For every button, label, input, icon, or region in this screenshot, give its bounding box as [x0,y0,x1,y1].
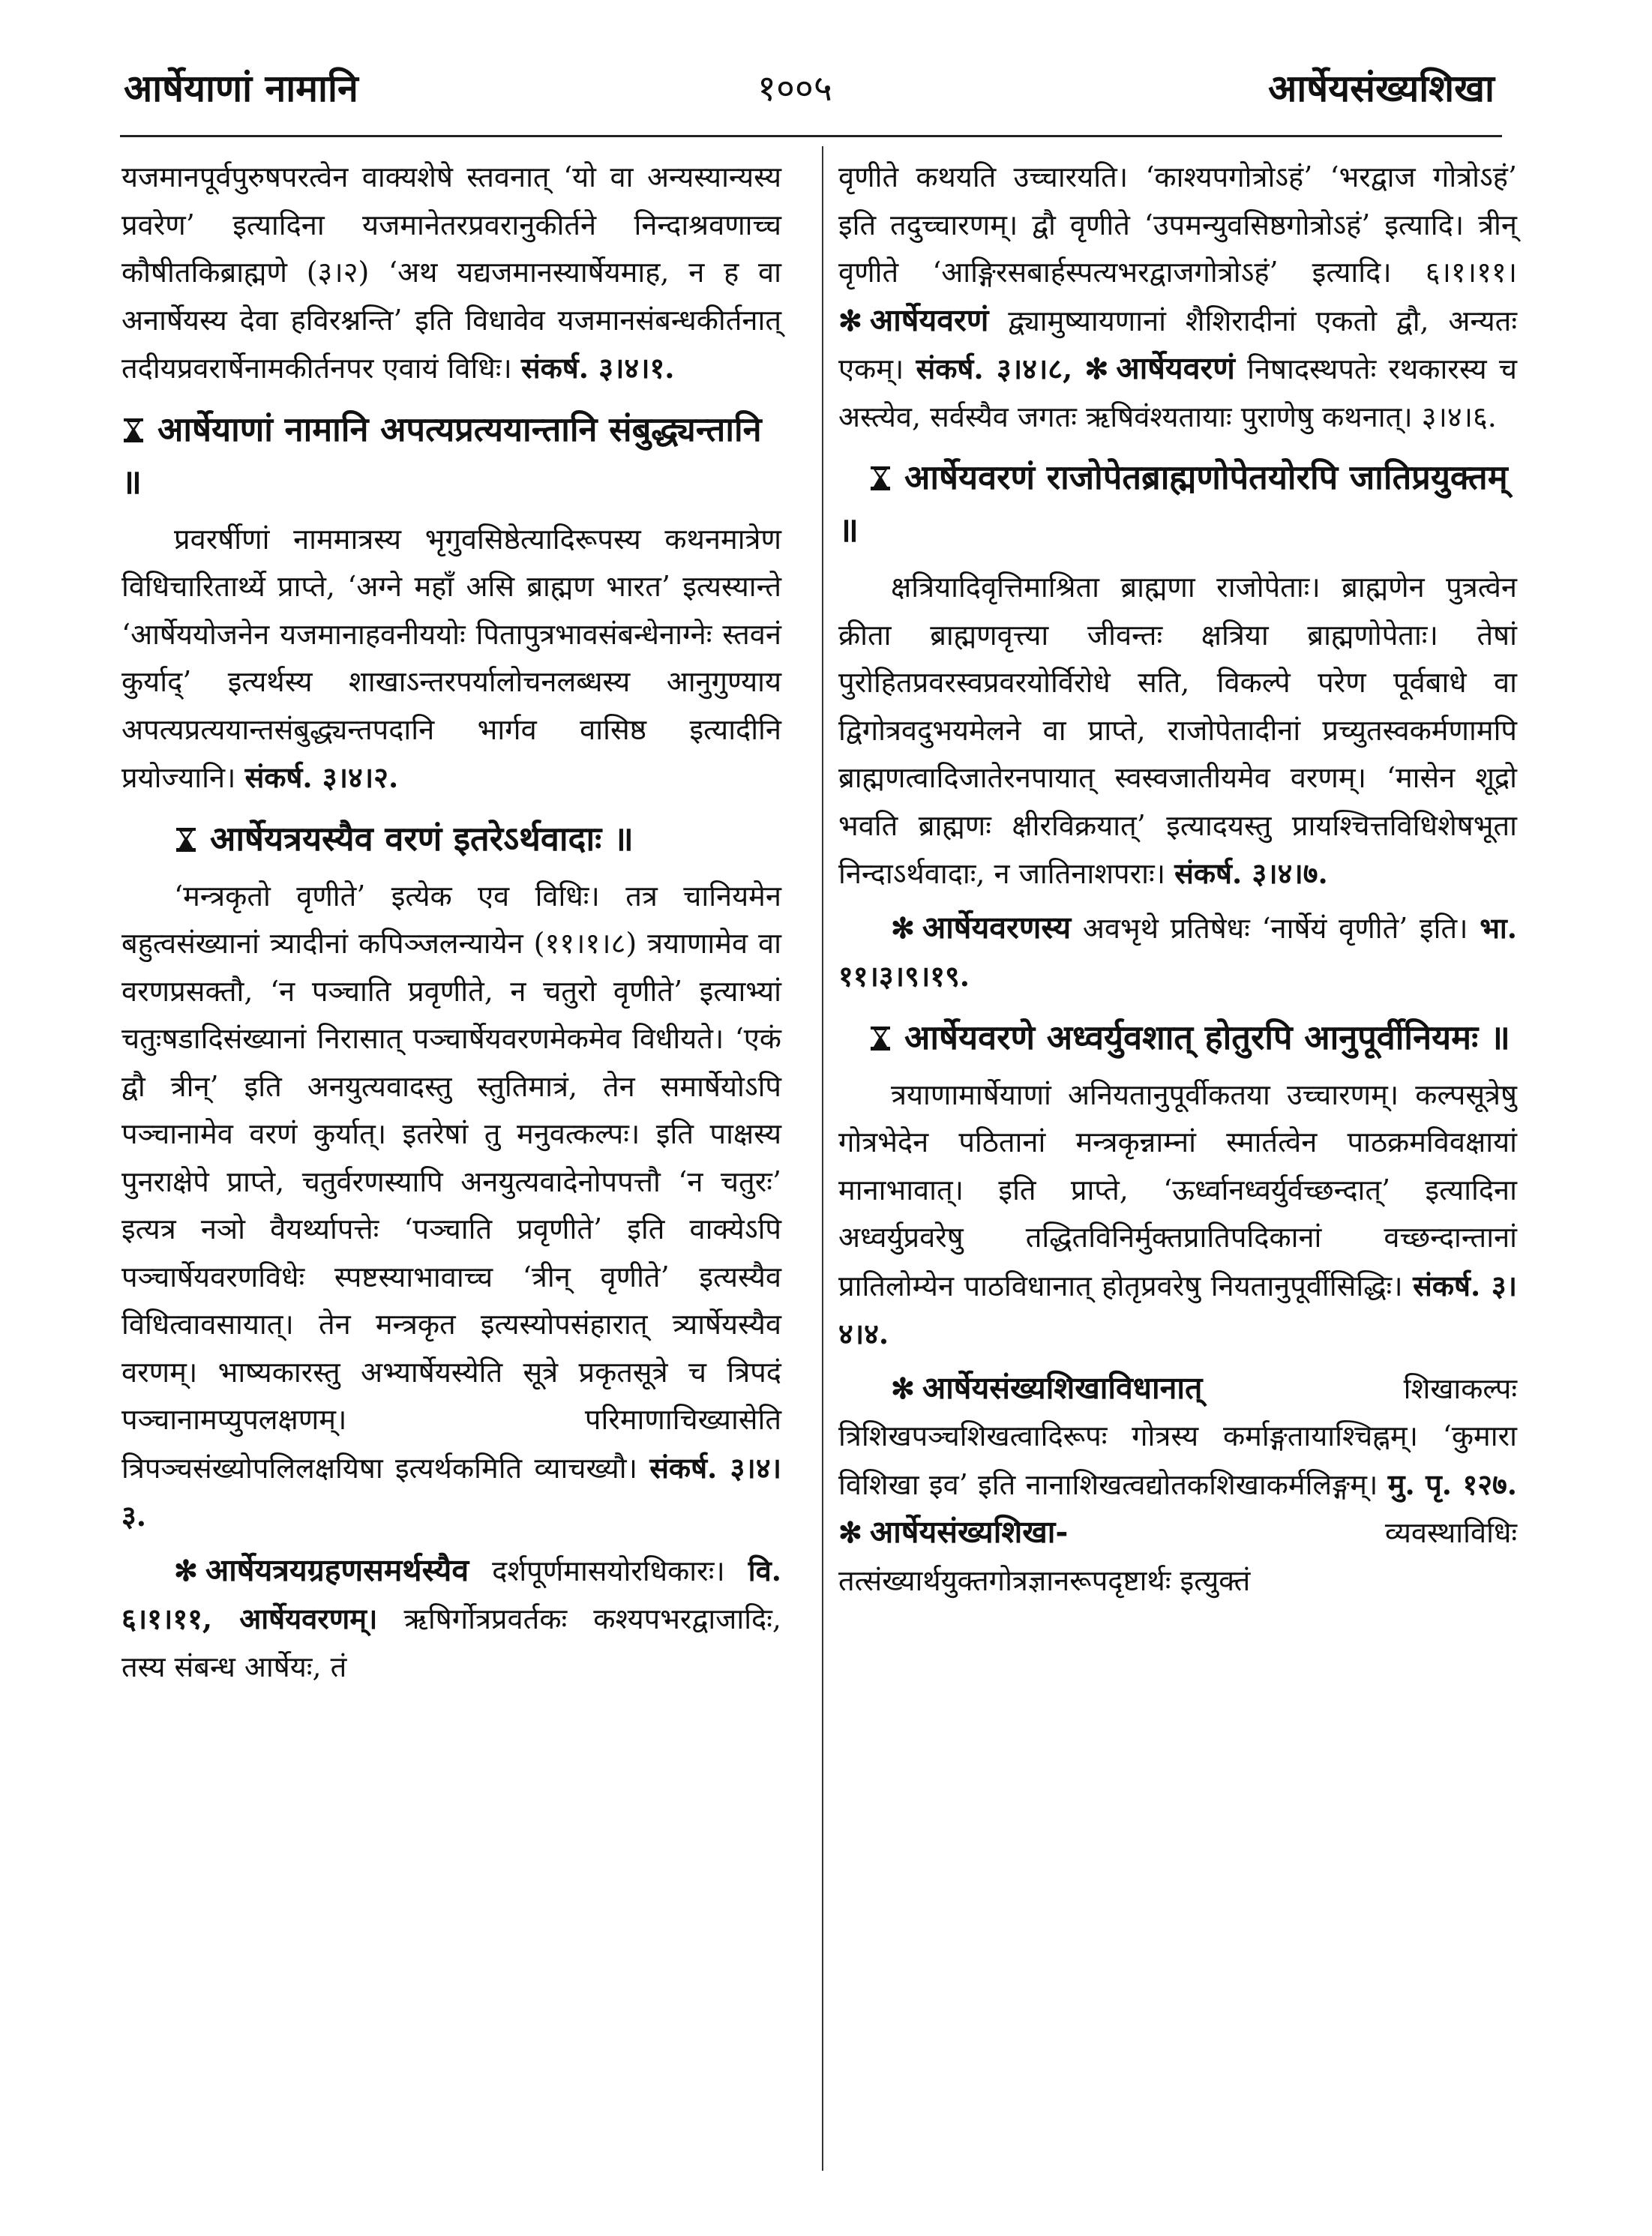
left-heading-1-text: आर्षेयाणां नामानि अपत्यप्रत्ययान्तानि संबुद्ध्यन्तानि ॥ [121,409,762,502]
right-para-3 [838,904,1517,1001]
asterisk-mark-icon: ✻ [891,1371,915,1405]
right-para-1b-text: द्व्यामुष्यायणानां शैशिरादीनां एकतो द्वौ, अन्यतः एकम्। [838,304,1517,385]
right-para-2 [838,564,1517,898]
right-para-5-ref: मु. पृ. १२७. [1387,1467,1517,1501]
right-heading-1-text: आर्षेयवरणं राजोपेतब्राह्मणोपेतयोरपि जातिप्रयुक्तम् ॥ [838,457,1508,550]
asterisk-mark-icon: ✻ [838,1515,862,1549]
right-heading-2-text: आर्षेयवरणे अध्वर्युवशात् होतुरपि आनुपूर्वीनियमः ॥ [904,1017,1510,1057]
right-para-5-tail: व्यवस्थाविधिः तत्संख्यार्थयुक्तगोत्रज्ञानरूपदृष्टार्थः इत्युक्तं [838,1516,1517,1597]
left-para-4-text: दर्शपूर्णमासयोरधिकारः। [492,1554,725,1587]
hourglass-mark-icon [174,826,198,853]
right-para-1-text: वृणीते कथयति उच्चारयति। ‘काश्यपगोत्रोऽहं’ ‘भरद्वाज गोत्रोऽहं’ इति तदुच्चारणम्। द्वौ वृणीते ‘उपमन्युवसिष्ठगोत्रोऽहं’ इत्यादि। त्रीन् वृणीते ‘आङ्गिरसबार्हस्पत्यभरद्वाजगोत्रोऽहं’ इत्यादि। ६।१।११। [838,160,1517,289]
asterisk-mark-icon: ✻ [174,1553,198,1587]
asterisk-mark-icon: ✻ [838,303,862,337]
left-para-2-ref: संकर्ष. ३।४।२. [244,760,399,794]
left-para-2 [121,516,781,802]
right-para-4-text: त्रयाणामार्षेयाणां अनियतानुपूर्वीकतया उच्चारणम्। कल्पसूत्रेषु गोत्रभेदेन पठितानां मन्त्रकृन्नाम्नां स्मार्तत्वेन पाठक्रमविवक्षायां मानाभावात्। इति प्राप्ते, ‘ऊर्ध्वानध्वर्युर्वच्छन्दात्’ इत्यादिना अध्वर्युप्रवरेषु तद्धितविनिर्मुक्तप्रातिपदिकानां वच्छन्दान्तानां प्रातिलोम्येन पाठविधानात् होतृप्रवरेषु नियतानुपूर्वीसिद्धिः। [838,1078,1517,1302]
right-para-5-lead2: आर्षेयसंख्यशिखा- [869,1514,1069,1550]
left-para-1 [121,154,781,393]
left-para-2-text: प्रवरर्षीणां नाममात्रस्य भृगुवसिष्ठेत्यादिरूपस्य कथनमात्रेण विधिचारितार्थ्ये प्राप्ते, ‘अग्ने महाँ असि ब्राह्मण भारत’ इत्यस्यान्ते ‘आर्षेययोजनेन यजमानाहवनीययोः पितापुत्रभावसंबन्धेनाग्नेः स्तवनं कुर्याद्’ इत्यर्थस्य शाखाऽन्तरपर्यालोचनलब्धस्य आनुगुण्याय अपत्यप्रत्ययान्तसंबुद्ध्यन्तपदानि भार्गव वासिष्ठ इत्यादीनि प्रयोज्यानि। [121,522,781,794]
left-para-4 [121,1547,781,1692]
left-para-1-text: यजमानपूर्वपुरुषपरत्वेन वाक्यशेषे स्तवनात् ‘यो वा अन्यस्यान्यस्य प्रवरेण’ इत्यादिना यजमानेतरप्रवरानुकीर्तने निन्दाश्रवणाच्च कौषीतकिब्राह्मणे (३।२) ‘अथ यद्यजमानस्यार्षेयमाह, न ह वा अनार्षेयस्य देवा हविरश्नन्ति’ इति विधावेव यजमानसंबन्धकीर्तनात् तदीयप्रवरार्षेनामकीर्तनपर एवायं विधिः। [121,160,781,385]
left-para-3-ref: संकर्ष. ३।४।३. [121,1450,781,1533]
running-head-left: आर्षेयाणां नामानि [124,66,358,110]
right-para-3-text: अवभृथे प्रतिषेधः ‘नार्षेयं वृणीते’ इति। [1082,911,1468,945]
right-para-4-ref: संकर्ष. ३।४।४. [838,1268,1517,1350]
right-column [838,154,1517,1605]
left-heading-1 [121,403,781,508]
right-para-2-ref: संकर्ष. ३।४।७. [1174,856,1328,890]
column-divider [822,146,823,2171]
hourglass-mark-icon [868,1025,892,1052]
right-para-2-text: क्षत्रियादिवृत्तिमाश्रिता ब्राह्मणा राजोपेताः। ब्राह्मणेन पुत्रत्वेन क्रीता ब्राह्मणवृत्त्या जीवन्तः क्षत्रिया ब्राह्मणोपेताः। तेषां पुरोहितप्रवरस्वप्रवरयोर्विरोधे सति, विकल्पे परेण पूर्वबाधे वा द्विगोत्रवदुभयमेलने वा प्राप्ते, राजोपेतादीनां प्रच्युतस्वकर्मणामपि ब्राह्मणत्वादिजातेरनपायात् स्वस्वजातीयमेव वरणम्। ‘मासेन शूद्रो भवति ब्राह्मणः क्षीरविक्रयात्’ इत्यादयस्तु प्रायश्चित्तविधिशेषभूता निन्दाऽर्थवादाः, न जातिनाशपराः। [838,571,1517,890]
left-column [121,154,781,1691]
header-rule [120,135,1502,137]
right-para-3-lead: आर्षेयवरणस्य [922,909,1072,946]
right-heading-1 [838,451,1517,556]
asterisk-mark-icon: ✻ [1084,352,1109,385]
asterisk-mark-icon: ✻ [891,910,915,945]
left-para-4-ref: वि. ६।१।११, आर्षेयवरणम्। [121,1553,781,1635]
right-para-4 [838,1072,1517,1359]
running-head-right: आर्षेयसंख्यशिखा [1268,66,1495,110]
left-para-4-tail: ऋषिर्गोत्रप्रवर्तकः कश्यपभरद्वाजादिः, तस्य संबन्ध आर्षेयः, तं [121,1602,781,1683]
hourglass-mark-icon [121,417,145,444]
left-para-1-ref: संकर्ष. ३।४।१. [520,351,675,385]
right-heading-2 [838,1012,1517,1064]
left-heading-2 [121,813,781,865]
left-para-4-lead: आर्षेयत्रयग्रहणसमर्थस्यैव [205,1551,469,1588]
right-para-5 [838,1365,1517,1605]
page-number: १००५ [757,67,832,109]
right-para-1 [838,154,1517,441]
right-para-1b-ref: संकर्ष. ३।४।८, [916,352,1073,385]
right-para-1-lead: आर्षेयवरणं [869,301,989,338]
right-para-1c-lead: आर्षेयवरणं [1116,350,1235,386]
left-heading-2-text: आर्षेयत्रयस्यैव वरणं इतरेऽर्थवादाः ॥ [210,818,634,859]
left-para-3 [121,873,781,1541]
right-para-5-lead: आर्षेयसंख्यशिखाविधानात् [922,1369,1203,1406]
right-para-3-ref: भा. ११।३।९।१९. [838,910,1517,993]
hourglass-mark-icon [868,465,892,492]
right-para-1c-text: निषादस्थपतेः रथकारस्य च अस्त्येव, सर्वस्यैव जगतः ऋषिवंश्यतायाः पुराणेषु कथनात्। ३।४।६. [838,352,1517,433]
left-para-3-text: ‘मन्त्रकृतो वृणीते’ इत्येक एव विधिः। तत्र चानियमेन बहुत्वसंख्यानां त्र्यादीनां कपिञ्जलन्यायेन (११।१।८) त्रयाणामेव वा वरणप्रसक्तौ, ‘न पञ्चाति प्रवृणीते, न चतुरो वृणीते’ इत्याभ्यां चतुःषडादिसंख्यानां निरासात् पञ्चार्षेयवरणमेकमेव विधीयते। ‘एकं द्वौ त्रीन्’ इति अनयुत्यवादस्तु स्तुतिमात्रं, तेन समार्षेयोऽपि पञ्चानामेव वरणं कुर्यात्। इतरेषां तु मनुवत्कल्पः। इति पाक्षस्य पुनराक्षेपे प्राप्ते, चतुर्वरणस्यापि अनयुत्यवादेनोपपत्तौ ‘न चतुरः’ इत्यत्र नञो वैयर्थ्यापत्तेः ‘पञ्चाति प्रवृणीते’ इति वाक्येऽपि पञ्चार्षेयवरणविधेः स्पष्टस्याभावाच्च ‘त्रीन् वृणीते’ इत्यस्यैव विधित्वावसायात्। तेन मन्त्रकृत इत्यस्योपसंहारात् त्र्यार्षेयस्यैव वरणम्। भाष्यकारस्तु अभ्यार्षेयस्येति सूत्रे प्रकृतसूत्रे च त्रिपदं पञ्चानामप्युपलक्षणम्। परिमाणाचिख्यासेति त्रिपञ्चसंख्योपलिलक्षयिषा इत्यर्थकमिति व्याचख्यौ। [121,879,781,1485]
right-para-5-text: शिखाकल्पः त्रिशिखपञ्चशिखत्वादिरूपः गोत्रस्य कर्माङ्गतायाश्चिह्नम्। ‘कुमारा विशिखा इव’ इति नानाशिखत्वद्योतकशिखाकर्मलिङ्गम्। [838,1371,1517,1501]
